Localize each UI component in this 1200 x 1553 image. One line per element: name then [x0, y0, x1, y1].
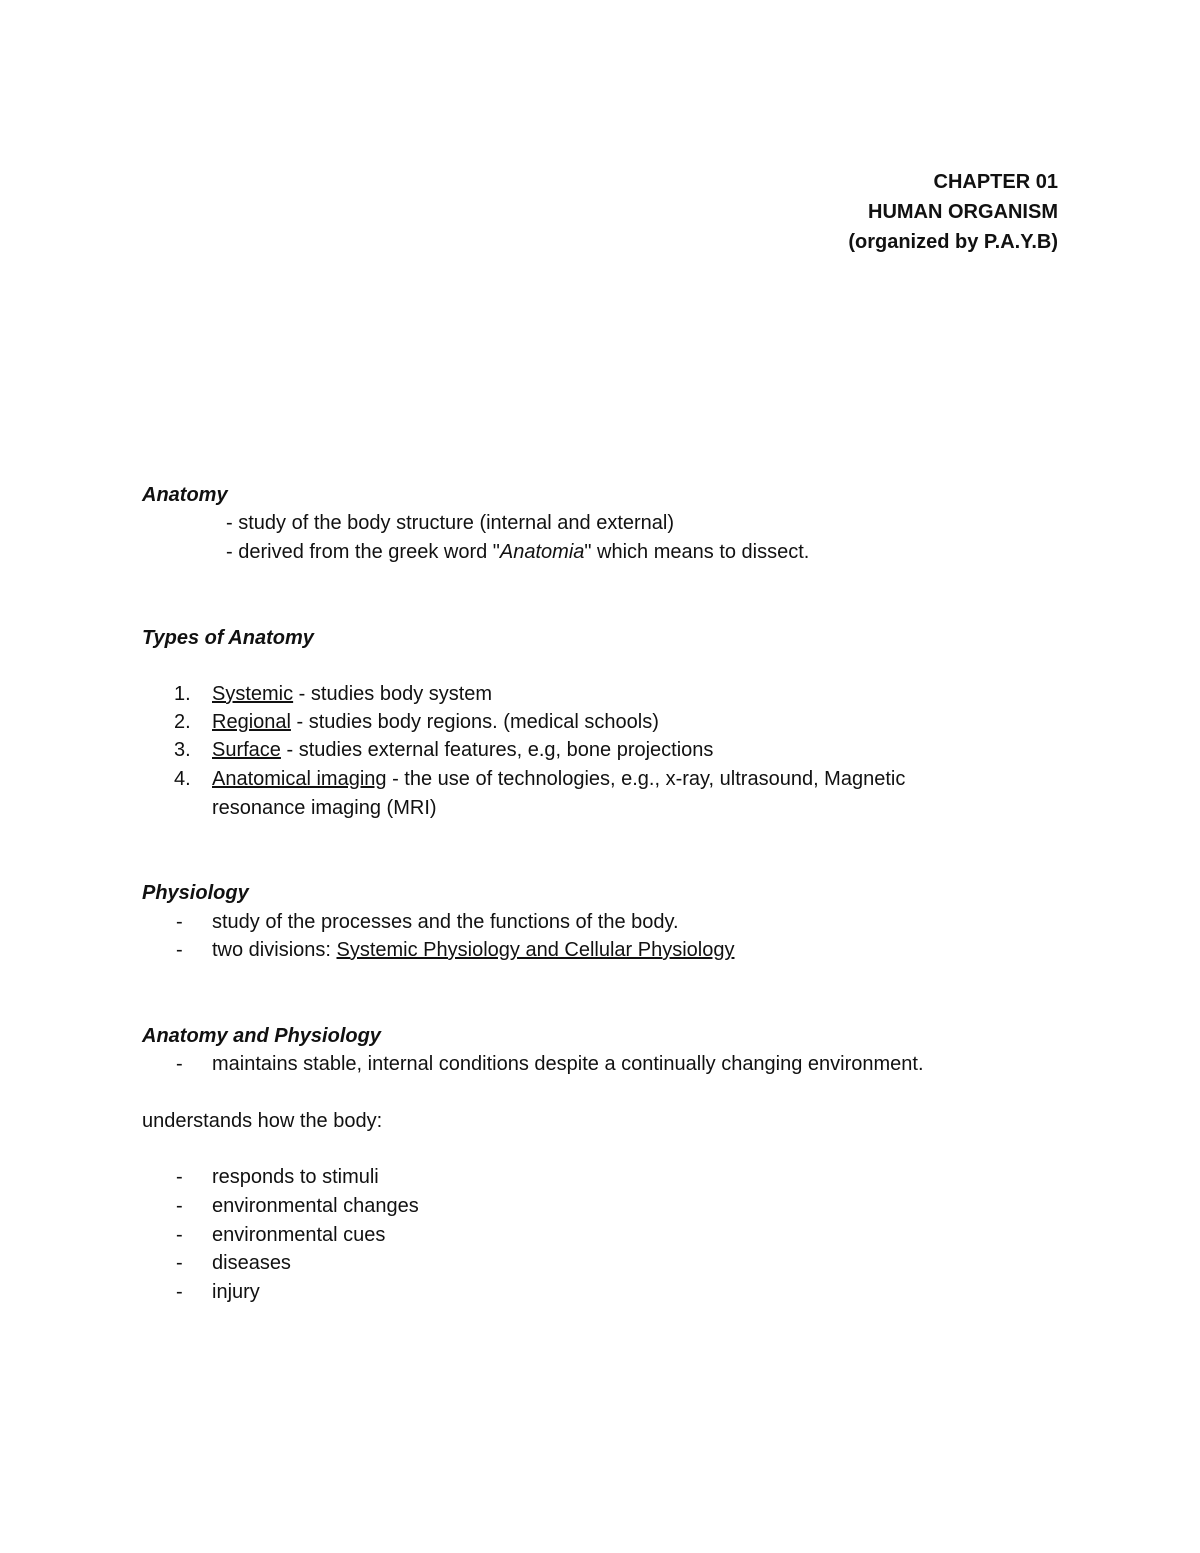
physiology-divisions [212, 936, 734, 964]
physiology-heading: Physiology [142, 882, 249, 904]
physiology-definition: study of the processes and the functions of the body. [212, 911, 679, 933]
list-item-number: 1. [174, 683, 191, 705]
divisions-label: two divisions: [212, 939, 337, 961]
organizer-note: (organized by P.A.Y.B) [848, 231, 1058, 253]
anatomy-definition-line: - study of the body structure (internal and external) [226, 512, 675, 534]
list-item: responds to stimuli [212, 1166, 379, 1188]
list-item-term: Anatomical imaging [212, 768, 387, 790]
bullet-dash: - [176, 1281, 183, 1303]
list-item-description: - the use of technologies, e.g., x-ray, ultrasound, Magnetic [386, 768, 906, 790]
bullet-dash: - [176, 939, 183, 961]
list-item-term: Surface [212, 739, 281, 761]
list-item-term: Systemic [212, 683, 294, 705]
homeostasis-definition: maintains stable, internal conditions despite a continually changing environment. [212, 1053, 924, 1075]
list-item-number: 4. [174, 768, 191, 790]
list-item: injury [212, 1281, 260, 1303]
bullet-dash: - [176, 911, 183, 933]
bullet-dash: - [176, 1224, 183, 1246]
bullet-dash: - [176, 1195, 183, 1217]
list-item-number: 3. [174, 739, 191, 761]
chapter-number: CHAPTER 01 [933, 171, 1058, 193]
anatomy-heading: Anatomy [142, 484, 228, 506]
list-item-description: - studies body system [293, 683, 493, 705]
list-item: environmental changes [212, 1195, 419, 1217]
list-item [212, 765, 905, 793]
list-item: environmental cues [212, 1224, 386, 1246]
bullet-dash: - [176, 1252, 183, 1274]
types-of-anatomy-heading: Types of Anatomy [142, 627, 314, 649]
bullet-dash: - [176, 1166, 183, 1188]
chapter-title: HUMAN ORGANISM [868, 201, 1058, 223]
etymology-text-after: " which means to dissect. [584, 541, 810, 563]
list-item [212, 736, 713, 764]
list-item-description: - studies external features, e.g, bone projections [280, 739, 714, 761]
list-item: diseases [212, 1252, 291, 1274]
etymology-text-before: - derived from the greek word " [226, 541, 500, 563]
list-item-number: 2. [174, 711, 191, 733]
list-item-continuation: resonance imaging (MRI) [212, 797, 437, 819]
list-item-description: - studies body regions. (medical schools) [290, 711, 659, 733]
list-item [212, 680, 492, 708]
anatomy-etymology-line [226, 538, 809, 566]
understands-intro: understands how the body: [142, 1110, 383, 1132]
list-item-term: Regional [212, 711, 291, 733]
divisions-names: Systemic Physiology and Cellular Physiology [336, 939, 735, 961]
etymology-greek-word: Anatomia [499, 541, 585, 563]
bullet-dash: - [176, 1053, 183, 1075]
list-item [212, 708, 659, 736]
anatomy-and-physiology-heading: Anatomy and Physiology [142, 1025, 381, 1047]
